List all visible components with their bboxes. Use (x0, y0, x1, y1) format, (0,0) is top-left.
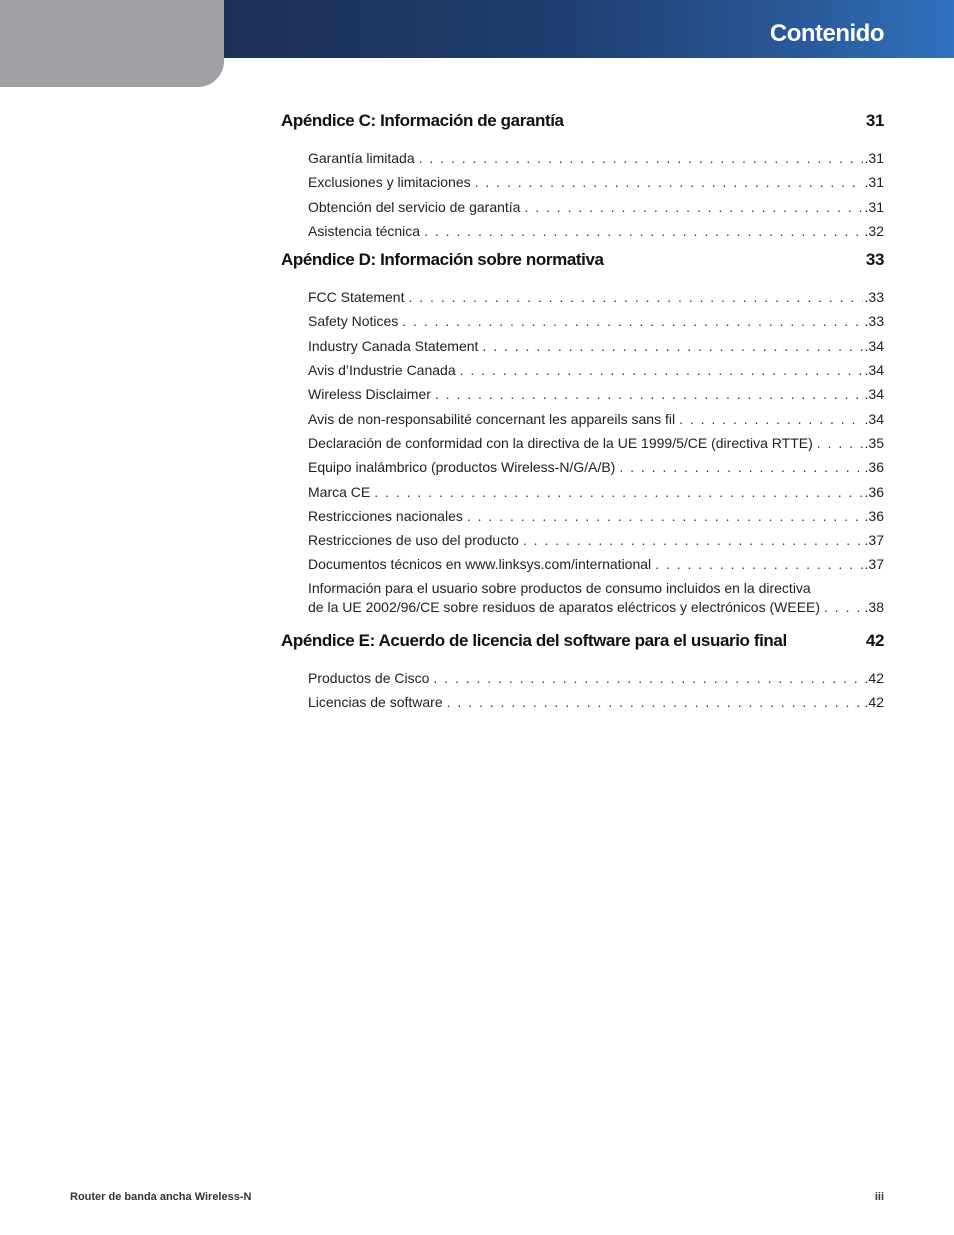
entry-page: .34 (864, 362, 884, 379)
entry-page: .36 (864, 459, 884, 476)
entry-label: Obtención del servicio de garantía (308, 198, 521, 215)
toc-entry[interactable] (308, 455, 884, 479)
page-title: Contenido (769, 20, 884, 47)
entry-label: Restricciones nacionales (308, 507, 463, 524)
entry-page: .42 (864, 669, 884, 686)
toc-entry-multiline[interactable] (308, 577, 884, 618)
entry-page: .37 (864, 532, 884, 549)
dot-leader (655, 552, 862, 576)
toc-entry[interactable] (308, 552, 884, 576)
entry-label: Garantía limitada (308, 150, 415, 166)
entry-label: Declaración de conformidad con la directiva de la UE 1999/5/CE (directiva RTTE) (308, 434, 813, 451)
entry-label: Avis d’Industrie Canada (308, 362, 456, 379)
toc-entry[interactable] (308, 219, 884, 243)
entry-page: .34 (864, 386, 884, 403)
toc-entry[interactable] (308, 407, 884, 431)
toc-entry-list (308, 285, 884, 618)
entry-label: Avis de non-responsabilité concernant les appareils sans fil (308, 410, 676, 427)
dot-leader (424, 219, 862, 243)
footer-page-number: iii (874, 1191, 884, 1203)
dot-leader (679, 407, 862, 431)
entry-page: .31 (864, 150, 884, 166)
entry-page: .33 (864, 289, 884, 306)
dot-leader (817, 431, 863, 455)
dot-leader (433, 666, 862, 690)
section-page: 33 (865, 250, 884, 270)
entry-page: .34 (864, 410, 884, 427)
dot-leader (435, 382, 863, 406)
entry-page: .36 (864, 483, 884, 500)
entry-page: .37 (864, 556, 884, 573)
dot-leader (619, 455, 862, 479)
entry-page: .42 (864, 694, 884, 711)
entry-label-line1: Información para el usuario sobre productos de consumo incluidos en la directiva (308, 579, 811, 596)
entry-page: .31 (864, 174, 884, 191)
toc-entry-list (308, 146, 884, 243)
toc-entry[interactable] (308, 285, 884, 309)
toc-entry[interactable] (308, 528, 884, 552)
header-banner (224, 0, 954, 58)
entry-page: .32 (864, 222, 884, 239)
toc-entry[interactable] (308, 382, 884, 406)
entry-page: .33 (864, 313, 884, 330)
dot-leader (523, 528, 863, 552)
toc-section-heading[interactable] (281, 247, 884, 273)
entry-label: Safety Notices (308, 313, 399, 330)
toc-section-heading[interactable] (281, 108, 884, 134)
entry-label: Exclusiones y limitaciones (308, 174, 471, 191)
entry-line2 (308, 598, 884, 618)
entry-label: Productos de Cisco (308, 669, 430, 686)
toc-entry[interactable] (308, 480, 884, 504)
dot-leader (482, 334, 862, 358)
dot-leader (408, 285, 862, 309)
footer-product-name: Router de banda ancha Wireless-N (70, 1191, 252, 1203)
entry-label: Asistencia técnica (308, 222, 421, 239)
dot-leader (524, 195, 862, 219)
toc-entry[interactable] (308, 195, 884, 219)
toc-entry[interactable] (308, 334, 884, 358)
entry-label-line2: de la UE 2002/96/CE sobre residuos de aparatos eléctricos y electrónicos (WEEE) (308, 599, 821, 616)
dot-leader (475, 170, 863, 194)
dot-leader (402, 309, 862, 333)
entry-label: Wireless Disclaimer (308, 386, 431, 403)
entry-page: .31 (864, 198, 884, 215)
toc-entry[interactable] (308, 146, 884, 170)
entry-label: Industry Canada Statement (308, 337, 479, 354)
toc-entry-list (308, 666, 884, 715)
entry-page: .35 (864, 434, 884, 451)
toc-entry[interactable] (308, 309, 884, 333)
dot-leader (374, 480, 862, 504)
dot-leader (447, 690, 863, 714)
entry-label: Marca CE (308, 483, 371, 500)
entry-label: FCC Statement (308, 289, 405, 306)
section-page: 42 (865, 630, 884, 650)
toc-entry[interactable] (308, 170, 884, 194)
section-page: 31 (865, 111, 884, 130)
section-title: Apéndice C: Información de garantía (281, 111, 564, 130)
dot-leader (467, 504, 863, 528)
entry-label: Documentos técnicos en www.linksys.com/international (308, 556, 652, 573)
toc-section-heading[interactable] (281, 628, 884, 654)
toc-entry[interactable] (308, 431, 884, 455)
header-gray-tab (0, 0, 224, 87)
section-title: Apéndice E: Acuerdo de licencia del software para el usuario final (281, 630, 787, 650)
toc-entry[interactable] (308, 690, 884, 714)
section-title: Apéndice D: Información sobre normativa (281, 250, 604, 270)
toc-entry[interactable] (308, 666, 884, 690)
dot-leader (460, 358, 863, 382)
toc-entry[interactable] (308, 358, 884, 382)
entry-page: .34 (864, 337, 884, 354)
toc-entry[interactable] (308, 504, 884, 528)
dot-leader (824, 598, 863, 618)
table-of-contents (281, 108, 884, 718)
dot-leader (419, 146, 863, 170)
entry-page: .36 (864, 507, 884, 524)
entry-label: Equipo inalámbrico (productos Wireless-N/G/A/B) (308, 459, 616, 476)
entry-page: .38 (864, 599, 884, 616)
entry-label: Restricciones de uso del producto (308, 532, 519, 549)
entry-label: Licencias de software (308, 694, 443, 711)
